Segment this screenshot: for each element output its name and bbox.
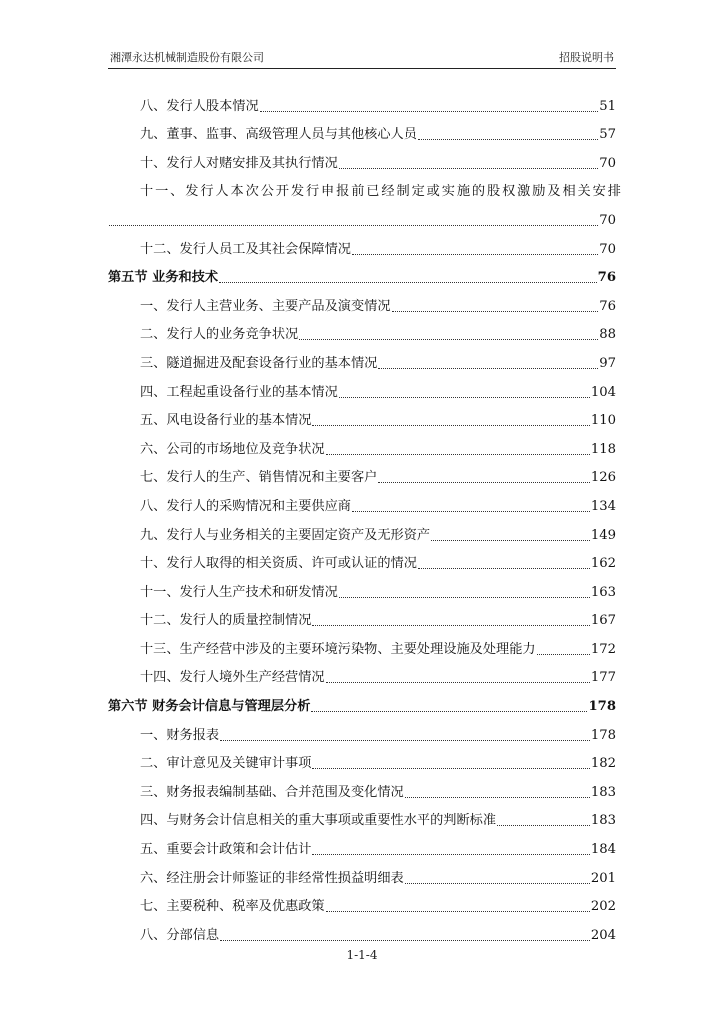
dot-leader [537, 653, 590, 655]
toc-entry-page: 183 [590, 813, 616, 829]
dot-leader [312, 624, 589, 626]
dot-leader [109, 224, 598, 226]
toc-entry[interactable] [108, 744, 616, 773]
dot-leader [352, 510, 590, 512]
toc-entry-title: 八、分部信息 [140, 927, 220, 943]
page-header [108, 48, 616, 69]
toc-entry[interactable] [108, 887, 616, 916]
dot-leader [220, 939, 590, 941]
toc-entry[interactable] [108, 458, 616, 487]
toc-entry[interactable] [108, 343, 616, 372]
toc-entry-title: 五、风电设备行业的基本情况 [140, 413, 312, 429]
dot-leader [311, 710, 587, 712]
document-type: 招股说明书 [559, 51, 614, 64]
dot-leader [418, 567, 590, 569]
toc-entry-title: 十一、发行人本次公开发行申报前已经制定或实施的股权激励及相关安排 [140, 184, 623, 200]
toc-entry-page: 57 [599, 127, 616, 143]
toc-entry-page: 97 [599, 355, 616, 371]
toc-entry-title: 六、经注册会计师鉴证的非经常性损益明细表 [140, 870, 404, 886]
toc-entry[interactable] [108, 601, 616, 630]
toc-entry[interactable] [108, 286, 616, 315]
toc-entry-continuation[interactable] [108, 200, 616, 229]
toc-entry-page: 183 [590, 784, 616, 800]
toc-entry[interactable] [108, 172, 623, 201]
toc-entry-page: 172 [590, 641, 616, 657]
toc-entry-page: 118 [590, 441, 616, 457]
toc-entry[interactable] [108, 429, 616, 458]
toc-entry[interactable] [108, 401, 616, 430]
toc-entry-page: 177 [590, 670, 616, 686]
toc-entry[interactable] [108, 229, 616, 258]
page-number: 1-1-4 [346, 948, 378, 962]
dot-leader [352, 253, 598, 255]
dot-leader [497, 824, 590, 826]
toc-entry-page: 134 [590, 498, 616, 514]
toc-entry-title: 十二、发行人员工及其社会保障情况 [140, 241, 351, 257]
toc-entry[interactable] [108, 572, 616, 601]
toc-entry[interactable] [108, 829, 616, 858]
toc-entry-page: 162 [590, 556, 616, 572]
toc-entry-page: 204 [590, 927, 616, 943]
toc-entry[interactable] [108, 858, 616, 887]
dot-leader [220, 739, 590, 741]
company-name: 湘潭永达机械制造股份有限公司 [110, 51, 264, 64]
toc-entry-page: 70 [599, 241, 616, 257]
dot-leader [219, 281, 597, 283]
toc-entry-page: 167 [590, 613, 616, 629]
toc-entry[interactable] [108, 315, 616, 344]
dot-leader [418, 138, 598, 140]
toc-entry-title: 十、发行人对赌安排及其执行情况 [140, 155, 338, 171]
toc-entry-page: 76 [597, 270, 616, 286]
toc-entry-title: 四、与财务会计信息相关的重大事项或重要性水平的判断标准 [140, 813, 497, 829]
dot-leader [312, 424, 589, 426]
toc-entry-title: 五、重要会计政策和会计估计 [140, 842, 312, 858]
toc-entry[interactable] [108, 658, 616, 687]
toc-entry-page: 149 [590, 527, 616, 543]
dot-leader [326, 910, 590, 912]
dot-leader [299, 338, 598, 340]
toc-entry[interactable] [108, 801, 616, 830]
toc-entry-page: 184 [590, 842, 616, 858]
toc-entry-page: 70 [599, 155, 616, 171]
toc-entry-title: 第五节 业务和技术 [108, 270, 219, 286]
toc-entry[interactable] [108, 515, 616, 544]
toc-entry-page: 182 [590, 756, 616, 772]
toc-entry-title: 九、董事、监事、高级管理人员与其他核心人员 [140, 127, 417, 143]
dot-leader [392, 310, 599, 312]
toc-section-heading[interactable] [108, 258, 616, 287]
toc-entry-title: 第六节 财务会计信息与管理层分析 [108, 699, 311, 715]
toc-entry-title: 十三、生产经营中涉及的主要环境污染物、主要处理设施及处理能力 [140, 641, 536, 657]
toc-entry-title: 十一、发行人生产技术和研发情况 [140, 584, 338, 600]
toc-entry-title: 二、审计意见及关键审计事项 [140, 756, 312, 772]
toc-entry-title: 七、主要税种、税率及优惠政策 [140, 899, 325, 915]
toc-entry-page: 202 [590, 899, 616, 915]
toc-entry-page: 104 [590, 384, 616, 400]
dot-leader [378, 367, 598, 369]
dot-leader [339, 596, 590, 598]
toc-entry-page: 70 [599, 212, 616, 228]
toc-entry-title: 一、财务报表 [140, 727, 220, 743]
toc-entry[interactable] [108, 86, 616, 115]
toc-entry-page: 88 [599, 327, 616, 343]
toc-entry-title: 九、发行人与业务相关的主要固定资产及无形资产 [140, 527, 431, 543]
toc-entry[interactable] [108, 544, 616, 573]
dot-leader [260, 110, 599, 112]
toc-entry-page: 178 [590, 727, 616, 743]
toc-entry-page: 126 [590, 470, 616, 486]
dot-leader [405, 882, 590, 884]
toc-entry[interactable] [108, 629, 616, 658]
toc-entry-page: 201 [590, 870, 616, 886]
dot-leader [339, 167, 598, 169]
toc-entry[interactable] [108, 372, 616, 401]
toc-entry[interactable] [108, 715, 616, 744]
toc-entry-title: 六、公司的市场地位及竞争状况 [140, 441, 325, 457]
toc-entry-title: 十四、发行人境外生产经营情况 [140, 670, 325, 686]
toc-entry-page: 51 [599, 98, 616, 114]
dot-leader [326, 681, 590, 683]
toc-entry-title: 四、工程起重设备行业的基本情况 [140, 384, 338, 400]
toc-entry[interactable] [108, 772, 616, 801]
toc-entry[interactable] [108, 915, 616, 944]
toc-entry[interactable] [108, 143, 616, 172]
toc-section-heading[interactable] [108, 686, 616, 715]
dot-leader [326, 453, 590, 455]
toc-entry-page: 178 [588, 699, 616, 715]
dot-leader [339, 396, 590, 398]
toc-entry-title: 二、发行人的业务竞争状况 [140, 327, 299, 343]
toc-entry-title: 七、发行人的生产、销售情况和主要客户 [140, 470, 378, 486]
toc-entry-title: 三、财务报表编制基础、合并范围及变化情况 [140, 784, 404, 800]
toc-entry-title: 十、发行人取得的相关资质、许可或认证的情况 [140, 556, 417, 572]
toc-entry-title: 一、发行人主营业务、主要产品及演变情况 [140, 298, 391, 314]
toc-entry-title: 十二、发行人的质量控制情况 [140, 613, 312, 629]
toc-entry-page: 110 [590, 413, 616, 429]
dot-leader [378, 481, 589, 483]
toc-entry[interactable] [108, 486, 616, 515]
table-of-contents [108, 86, 623, 944]
dot-leader [405, 796, 590, 798]
toc-entry-title: 八、发行人的采购情况和主要供应商 [140, 498, 351, 514]
dot-leader [431, 539, 590, 541]
dot-leader [312, 767, 589, 769]
toc-entry-title: 八、发行人股本情况 [140, 98, 259, 114]
dot-leader [312, 853, 589, 855]
toc-entry-title: 三、隧道掘进及配套设备行业的基本情况 [140, 355, 378, 371]
toc-entry-page: 76 [599, 298, 616, 314]
toc-entry-page: 163 [590, 584, 616, 600]
toc-entry[interactable] [108, 115, 616, 144]
